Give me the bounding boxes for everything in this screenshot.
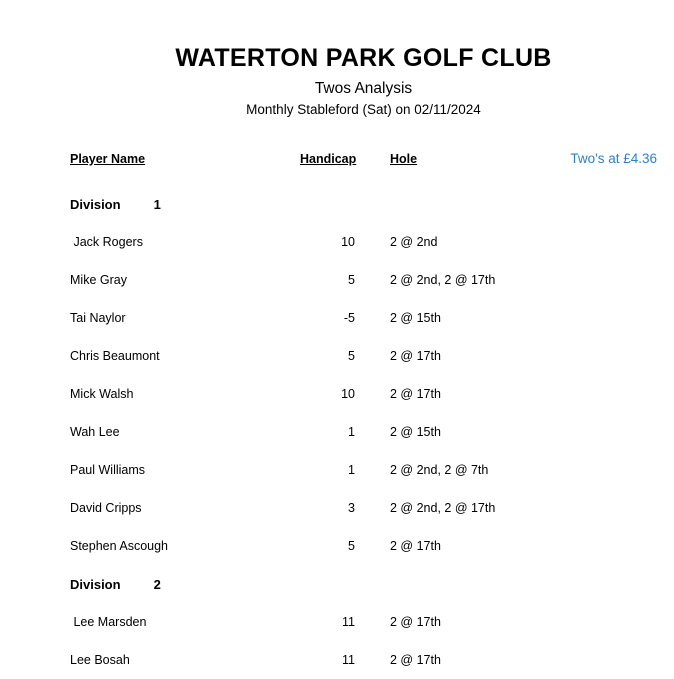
player-name: Mike Gray bbox=[70, 273, 127, 287]
table-row bbox=[70, 299, 657, 337]
page-title: WATERTON PARK GOLF CLUB bbox=[175, 44, 552, 72]
player-name: Chris Beaumont bbox=[70, 349, 160, 363]
player-hole: 2 @ 17th bbox=[390, 349, 441, 363]
player-hole: 2 @ 15th bbox=[390, 311, 441, 325]
player-handicap: 5 bbox=[348, 349, 355, 363]
player-handicap: 5 bbox=[348, 273, 355, 287]
table-row bbox=[70, 223, 657, 261]
division-number: 2 bbox=[153, 576, 161, 592]
player-name: Lee Marsden bbox=[70, 615, 147, 629]
report-subtitle: Twos Analysis bbox=[314, 80, 413, 97]
player-handicap: 10 bbox=[341, 235, 355, 249]
division-1-header bbox=[70, 185, 657, 223]
twos-analysis-table bbox=[70, 151, 657, 679]
table-header-row bbox=[70, 151, 657, 167]
player-name: Stephen Ascough bbox=[70, 539, 168, 553]
table-row bbox=[70, 489, 657, 527]
division-label: Division bbox=[70, 576, 121, 592]
table-row bbox=[70, 261, 657, 299]
player-handicap: 11 bbox=[342, 653, 355, 667]
division-2-header bbox=[70, 565, 657, 603]
player-name: Jack Rogers bbox=[70, 235, 143, 249]
player-handicap: 1 bbox=[348, 425, 355, 439]
division-number: 1 bbox=[153, 196, 161, 212]
player-hole: 2 @ 17th bbox=[390, 653, 441, 667]
player-handicap: 1 bbox=[348, 463, 355, 477]
table-row bbox=[70, 451, 657, 489]
player-handicap: -5 bbox=[343, 311, 355, 325]
player-hole: 2 @ 2nd bbox=[390, 235, 438, 249]
division-label: Division bbox=[70, 196, 121, 212]
player-hole: 2 @ 2nd, 2 @ 7th bbox=[390, 463, 489, 477]
player-name: Wah Lee bbox=[70, 425, 120, 439]
player-hole: 2 @ 15th bbox=[390, 425, 441, 439]
table-row bbox=[70, 337, 657, 375]
player-hole: 2 @ 2nd, 2 @ 17th bbox=[390, 273, 496, 287]
twos-pot-label: Two's at £4.36 bbox=[570, 151, 657, 166]
player-name: Mick Walsh bbox=[70, 387, 134, 401]
column-header-hole: Hole bbox=[390, 152, 418, 166]
table-row bbox=[70, 527, 657, 565]
player-hole: 2 @ 2nd, 2 @ 17th bbox=[390, 501, 496, 515]
table-row bbox=[70, 375, 657, 413]
player-name: David Cripps bbox=[70, 501, 142, 515]
table-row bbox=[70, 603, 657, 641]
player-name: Lee Bosah bbox=[70, 653, 130, 667]
player-handicap: 5 bbox=[348, 539, 355, 553]
column-header-handicap: Handicap bbox=[300, 152, 357, 166]
report-header bbox=[70, 44, 657, 117]
table-row bbox=[70, 641, 657, 679]
player-hole: 2 @ 17th bbox=[390, 539, 441, 553]
player-handicap: 11 bbox=[342, 615, 355, 629]
player-hole: 2 @ 17th bbox=[390, 387, 441, 401]
player-name: Paul Williams bbox=[70, 463, 146, 477]
player-hole: 2 @ 17th bbox=[390, 615, 441, 629]
player-handicap: 10 bbox=[341, 387, 355, 401]
table-row bbox=[70, 413, 657, 451]
player-name: Tai Naylor bbox=[70, 311, 126, 325]
column-header-player-name: Player Name bbox=[70, 152, 146, 166]
player-handicap: 3 bbox=[348, 501, 355, 515]
report-event-line: Monthly Stableford (Sat) on 02/11/2024 bbox=[246, 102, 481, 117]
